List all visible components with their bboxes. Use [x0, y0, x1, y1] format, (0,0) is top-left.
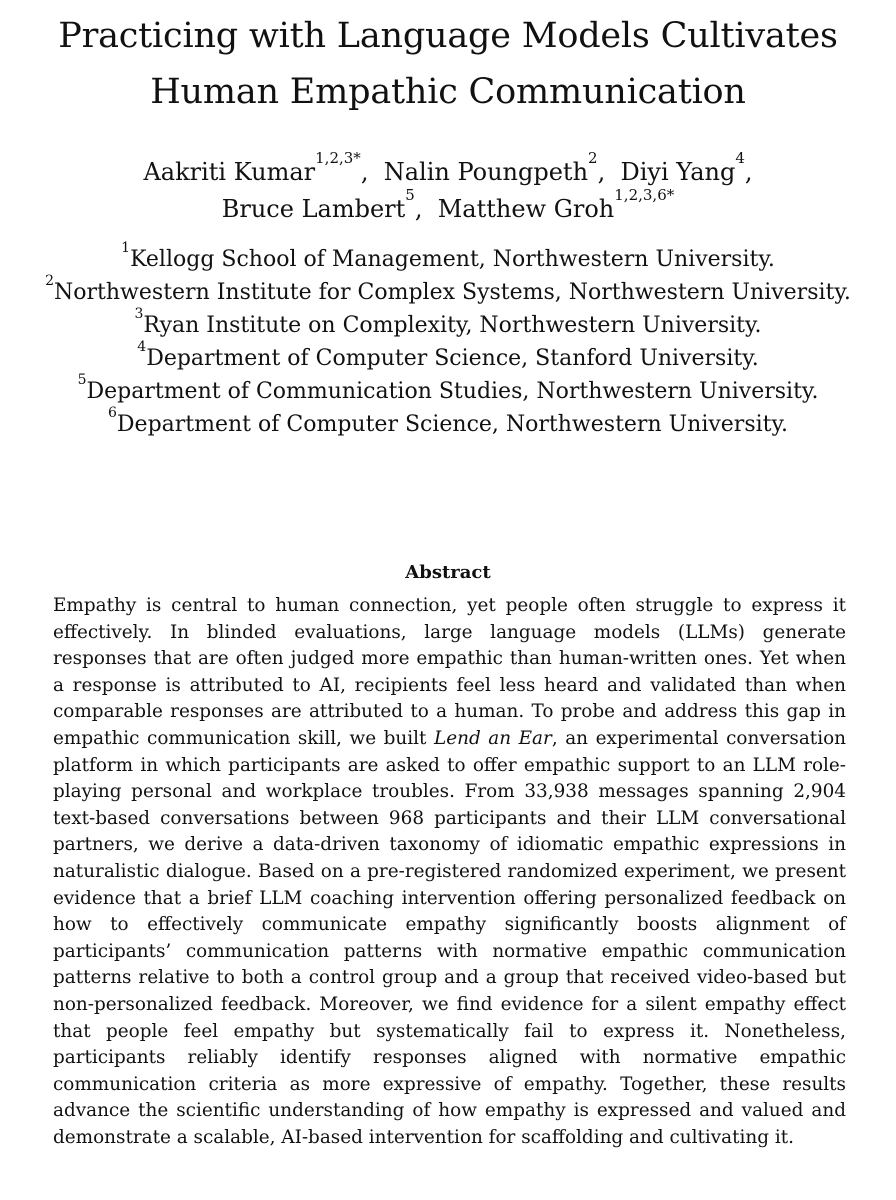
affiliation	[0, 372, 896, 408]
affiliation-list	[0, 240, 896, 441]
abstract-heading: Abstract	[405, 562, 491, 583]
author	[221, 186, 415, 223]
abstract-text-part-1: Empathy is central to human connection, yet people often struggle to express it effectively. In blinded evaluations, large language models (LLMs) generate responses that are often judged more empathic than human-written ones. Yet when a response is attributed to AI, recipients feel less heard and validated than when comparable responses are attributed to a human. To probe and address this gap in empathic communication skill, we built	[53, 595, 846, 749]
affiliation	[0, 240, 896, 276]
affiliation-mark: 2	[45, 273, 55, 289]
paper-title-line-2: Human Empathic Communication	[150, 72, 746, 112]
affiliation-text: Department of Communication Studies, Northwestern University.	[86, 379, 819, 404]
author-affiliation-marks: 4	[735, 149, 745, 167]
author-name: Nalin Poungpeth	[383, 158, 589, 186]
affiliation-mark: 3	[134, 306, 144, 322]
author-name: Aakriti Kumar	[143, 158, 316, 186]
paper-title-line-1: Practicing with Language Models Cultivates	[58, 16, 838, 56]
affiliation-mark: 6	[108, 405, 117, 421]
author-affiliation-marks: 5	[405, 186, 415, 204]
affiliation-text: Northwestern Institute for Complex Systems, Northwestern University.	[54, 280, 851, 305]
author-name: Diyi Yang	[620, 158, 736, 186]
platform-name: Lend an Ear	[434, 727, 552, 749]
paper-title	[0, 8, 896, 120]
affiliation-text: Ryan Institute on Complexity, Northwestern University.	[143, 313, 762, 338]
affiliation-mark: 5	[77, 372, 87, 388]
author	[383, 149, 598, 186]
author-line-2: Bruce Lambert$^5$, Matthew Groh$^{1,2,3,6*}$	[221, 186, 675, 223]
affiliation	[0, 306, 896, 342]
affiliation-text: Department of Computer Science, Northwestern University.	[116, 412, 788, 437]
abstract-text-part-2: , an experimental conversation platform in which participants are asked to offer empathic support to an LLM role-playing personal and workplace troubles. From 33,938 messages spanning 2,904 text-based conversations between 968 participants and their LLM conversational partners, we derive a data-driven taxonomy of idiomatic empathic expressions in naturalistic dialogue. Based on a pre-registered randomized experiment, we present evidence that a brief LLM coaching intervention offering personalized feedback on how to effectively communicate empathy significantly boosts alignment of participants’ communication patterns with normative empathic communication patterns relative to both a control group and a group that received video-based but non-personalized feedback. Moreover, we find evidence for a silent empathy effect that people feel empathy but systematically fail to express it. Nonetheless, participants reliably identify responses aligned with normative empathic communication criteria as more expressive of empathy. Together, these results advance the scientific understanding of how empathy is expressed and valued and demonstrate a scalable, AI-based intervention for scaffolding and cultivating it.	[53, 727, 846, 1148]
author-line-1: Aakriti Kumar$^{1,2,3*}$, Nalin Poungpeth$^2$, Diyi Yang$^4$,	[143, 149, 753, 186]
affiliation-mark: 1	[121, 240, 131, 256]
affiliation	[0, 273, 896, 309]
affiliation	[0, 339, 896, 375]
abstract-body	[53, 593, 846, 1151]
affiliation-text: Kellogg School of Management, Northwestern University.	[130, 247, 775, 272]
author-name: Bruce Lambert	[221, 195, 406, 223]
author-list	[0, 149, 896, 228]
author-name: Matthew Groh	[437, 195, 615, 223]
author	[620, 149, 745, 186]
affiliation	[0, 405, 896, 441]
affiliation-mark: 4	[137, 339, 147, 355]
author-affiliation-marks: 1,2,3,6*	[614, 186, 675, 204]
affiliation-text: Department of Computer Science, Stanford University.	[146, 346, 759, 371]
author-affiliation-marks: 2	[588, 149, 598, 167]
author	[143, 149, 361, 186]
author-affiliation-marks: 1,2,3*	[315, 149, 361, 167]
